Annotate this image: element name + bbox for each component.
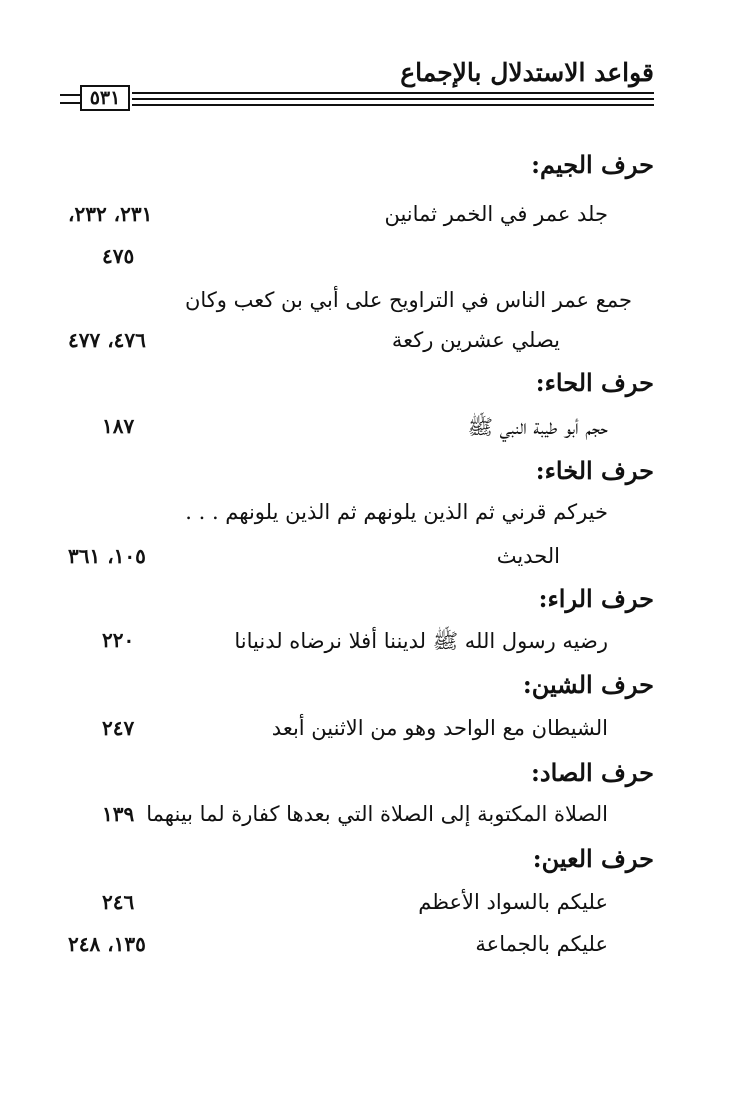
section-heading-ayn: حرف العين: bbox=[532, 844, 654, 873]
header-rule-top bbox=[132, 92, 654, 94]
header-rule-left-bottom bbox=[60, 102, 80, 104]
entry-text: الشيطان مع الواحد وهو من الاثنين أبعد bbox=[271, 716, 608, 740]
header-rule-middle bbox=[132, 98, 654, 100]
section-heading-ra: حرف الراء: bbox=[538, 584, 654, 613]
entry-pages: ١٠٥، ٣٦١ bbox=[68, 544, 146, 568]
entry-pages: ١٣٩ bbox=[102, 802, 135, 826]
entry-text: جمع عمر الناس في التراويح على أبي بن كعب وكان bbox=[184, 288, 632, 312]
section-heading-shin: حرف الشين: bbox=[522, 670, 654, 699]
entry-text: عليكم بالسواد الأعظم bbox=[418, 890, 608, 914]
entry-text: الصلاة المكتوبة إلى الصلاة التي بعدها كفارة لما بينهما bbox=[146, 802, 608, 826]
page-number: ٥٣١ bbox=[80, 85, 130, 111]
entry-pages: ٢٢٠ bbox=[102, 628, 135, 652]
running-header-title: قواعد الاستدلال بالإجماع bbox=[400, 58, 654, 87]
section-heading-ha: حرف الحاء: bbox=[535, 368, 654, 397]
header-rule-left-top bbox=[60, 94, 80, 96]
entry-text: الحديث bbox=[496, 544, 560, 568]
entry-pages: ٤٧٥ bbox=[102, 244, 135, 268]
header-rule-bottom bbox=[132, 104, 654, 106]
entry-pages: ٤٧٦، ٤٧٧ bbox=[68, 328, 146, 352]
entry-pages: ٢٤٦ bbox=[102, 890, 135, 914]
entry-text: خيركم قرني ثم الذين يلونهم ثم الذين يلونهم . . . bbox=[185, 500, 608, 524]
entry-pages: ٢٣١، ٢٣٢، bbox=[68, 202, 153, 226]
entry-pages: ٢٤٧ bbox=[102, 716, 135, 740]
entry-pages: ١٨٧ bbox=[102, 414, 135, 438]
entry-text: حجم أبو طيبة النبي ﷺ bbox=[467, 415, 608, 439]
entry-text: رضيه رسول الله ﷺ لديننا أفلا نرضاه لدنيانا bbox=[234, 629, 608, 653]
entry-pages: ١٣٥، ٢٤٨ bbox=[68, 932, 146, 956]
entry-text: يصلي عشرين ركعة bbox=[391, 328, 560, 352]
section-heading-kha: حرف الخاء: bbox=[535, 456, 654, 485]
section-heading-sad: حرف الصاد: bbox=[531, 758, 654, 787]
entry-text: جلد عمر في الخمر ثمانين bbox=[384, 202, 608, 226]
entry-text: عليكم بالجماعة bbox=[475, 932, 608, 956]
section-heading-jim: حرف الجيم: bbox=[531, 150, 654, 179]
